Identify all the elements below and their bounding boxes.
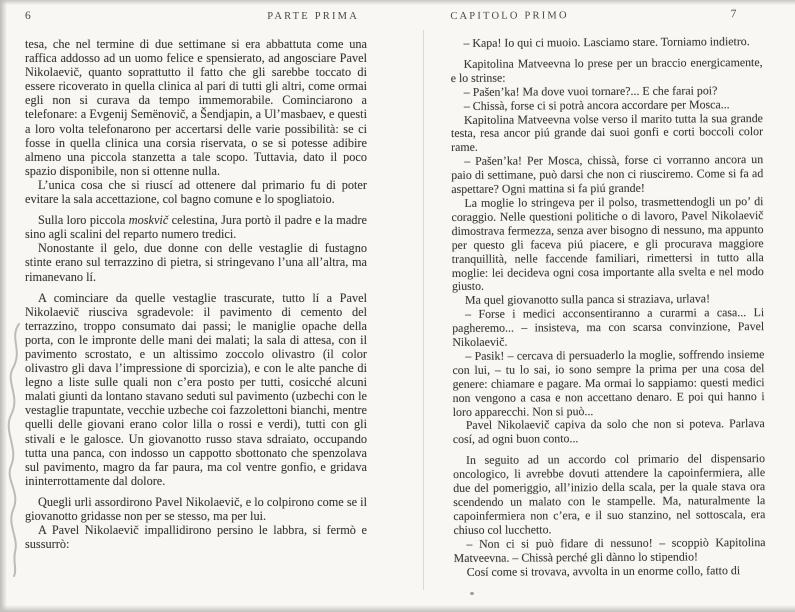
right-page-body: [450, 35, 765, 579]
left-page-body: [25, 37, 367, 551]
paragraph: [25, 178, 367, 206]
text-run: – Forse i medici acconsentiranno a curarmi a casa... Li pagheremo... – insisteva, ma con scarsa convinzione, Pavel Nikolaevič.: [452, 305, 765, 349]
text-run: – Non ci si può fidare di nessuno! – scoppiò Kapitolina Matveevna. – Chissà perché gli dànno lo stipendio!: [453, 534, 766, 565]
right-page-header: [450, 8, 762, 22]
right-page: [450, 8, 765, 579]
paragraph: [451, 195, 764, 294]
paragraph: [25, 495, 367, 523]
text-run: celestina, Jura portò il padre e la madre sino agli scalini del reparto numero tredici.: [25, 213, 367, 242]
paragraph: [25, 523, 367, 551]
text-run: L’unica cosa che si riuscí ad ottenere dal primario fu di poter evitare la sala accettazione, col bagno comune e lo spogliatoio.: [25, 177, 367, 207]
ink-dot-artifact: [470, 592, 474, 595]
paragraph: [453, 536, 765, 566]
text-run: In seguito ad un accordo col primario del dispensario oncologico, li avrebbe dovuti attendere la capoinfermiera, alle due del pomeriggio, all’inizio della scala, per la quale stava ora scendendo un malato con le stampelle. Ma, naturalmente la capoinfermiera non c’era, e il suo stanzino, nel sottoscala, era chiuso col lucchetto.: [453, 451, 766, 537]
right-page-number: 7: [730, 8, 737, 21]
paragraph: [453, 452, 766, 537]
paragraph: [453, 418, 765, 448]
paragraph: [454, 564, 766, 580]
text-run: – Chissà, forse ci si potrà ancora accordare per Mosca...: [463, 96, 730, 113]
paragraph: [25, 213, 367, 241]
text-run: Kapitolina Matveevna lo prese per un braccio energicamente, e lo strinse:: [450, 54, 763, 85]
text-run: La moglie lo stringeva per il polso, trasmettendogli un po’ di coraggio. Nelle questioni politiche o di lavoro, Pavel Nikolaevič dimostrava fermezza, senza aver bisogno di nessuno, ma appunto per questo gli faceva piú piacere, e gli procurava maggiore tranquillità, nelle faccende familiari, rimettersi in tutto alla moglie: lei decideva ogni cosa importante alla svelta e nel modo giusto.: [451, 194, 764, 294]
text-run: Ma quel giovanotto sulla panca si straziava, urlava!: [464, 291, 711, 308]
left-page: [25, 10, 367, 551]
paragraph: [451, 56, 763, 86]
paragraph: [25, 241, 367, 283]
paragraph: [452, 306, 764, 350]
paragraph: [452, 348, 764, 419]
left-page-header: [25, 10, 367, 22]
text-run: Pavel Nikolaevič capiva da solo che non si poteva. Parlava cosí, ad ogni buon conto...: [452, 416, 765, 447]
text-run: tesa, che nel termine di due settimane si era abbattuta come una raffica addosso ad un uomo felice e spensierato, ad angosciare Pavel Nikolaevič, quanto soprattutto il fatto che gli sarebbe toccato di essere ricoverato in quella clinica al pari di tutti gli altri, come ormai egli non si curava da tempo immemorabile. Cominciarono a telefonare: a Evgenij Semënovič, a Šendjapin, a Ul’masbaev, e questi a loro volta telefonarono per accertarsi delle varie possibilità: se ci fosse in quella clinica una corsia riservata, o se si potesse adibire almeno una piccola stanzetta a tale scopo. Tuttavia, dato il poco spazio disponibile, non si ottenne nulla.: [25, 37, 367, 178]
text-run: – Pašen’ka! Ma dove vuoi tornare?... E che farai poi?: [463, 83, 718, 99]
left-running-header: PARTE PRIMA: [267, 11, 359, 22]
right-running-header: CAPITOLO PRIMO: [450, 10, 569, 22]
page-gutter-line: [423, 30, 424, 590]
italic-text-run: moskvič: [128, 213, 169, 228]
text-run: A cominciare da quelle vestaglie trascurate, tutto lí a Pavel Nikolaevič riusciva sgradevole: il pavimento di cemento del terrazzino, troppo consumato dai passi; le maniglie opache della porta, con le impronte delle mani dei malati; la sala di attesa, con il pavimento scrostato, e un altissimo zoccolo olivastro (il color olivastro gli dava l’impressione di sporcizia), e con le alte panche di legno a liste sulle quali non c’era posto per tutti, cosicché alcuni malati giunti da lontano stavano seduti sul pavimento (uzbechi con le vestaglie trapuntate, vecchie uzbeche coi fazzolettoni bianchi, mentre quelli delle giovani erano color lilla o rossi e verdi), tutti con gli stivali e le galosce. Un giovanotto russo stava sdraiato, occupando tutta una panca, con indosso un cappotto sbottonato che spenzolava sul pavimento, magro da far paura, ma col ventre gonfio, e gridava ininterrottamente dal dolore.: [25, 290, 367, 488]
text-run: – Kapa! Io qui ci muoio. Lasciamo stare. Torniamo indietro.: [463, 34, 750, 50]
text-run: Cosí come si trovava, avvolta in un enorme collo, fatto di: [466, 562, 741, 579]
scan-edge-bottom: [0, 605, 795, 612]
text-run: – Pašen’ka! Per Mosca, chissà, forse ci vorranno ancora un paio di settimane, può darsi che non ci riusciremo. Come si fa ad aspettare? Ogni mattina si fa piú grande!: [451, 152, 764, 197]
text-run: Nonostante il gelo, due donne con delle vestaglie di fustagno stinte erano sul terrazzino di pietra, si stringevano l’una all’altra, ma rimanevano lí.: [25, 241, 367, 284]
left-page-number: 6: [25, 10, 31, 22]
paragraph: [450, 35, 762, 51]
paragraph: [451, 112, 763, 156]
paragraph: [25, 37, 367, 178]
text-run: Kapitolina Matveevna volse verso il marito tutta la sua grande testa, resa ancor piú grande dai suoi gonfi e corti boccoli color rame.: [450, 110, 764, 155]
paragraph: [451, 153, 763, 197]
scan-edge-top: [0, 0, 795, 5]
text-run: Quegli urli assordirono Pavel Nikolaevič, e lo colpirono come se il giovanotto gridasse non per se stesso, ma per lui.: [25, 494, 367, 523]
paragraph: [25, 291, 367, 488]
text-run: Sulla loro piccola: [38, 213, 129, 228]
text-run: A Pavel Nikolaevič impallidirono persino le labbra, si fermò e sussurrò:: [25, 523, 367, 552]
text-run: – Pasik! – cercava di persuaderlo la moglie, soffrendo insieme con lui, – tu lo sai, io sono sempre la prima per una cosa del genere: chiamare e pagare. Ma ormai lo sappiamo: questi medici non vengono a casa e non accettano denaro. E poi qui hanno i loro apparecchi. Non si può...: [452, 346, 765, 419]
